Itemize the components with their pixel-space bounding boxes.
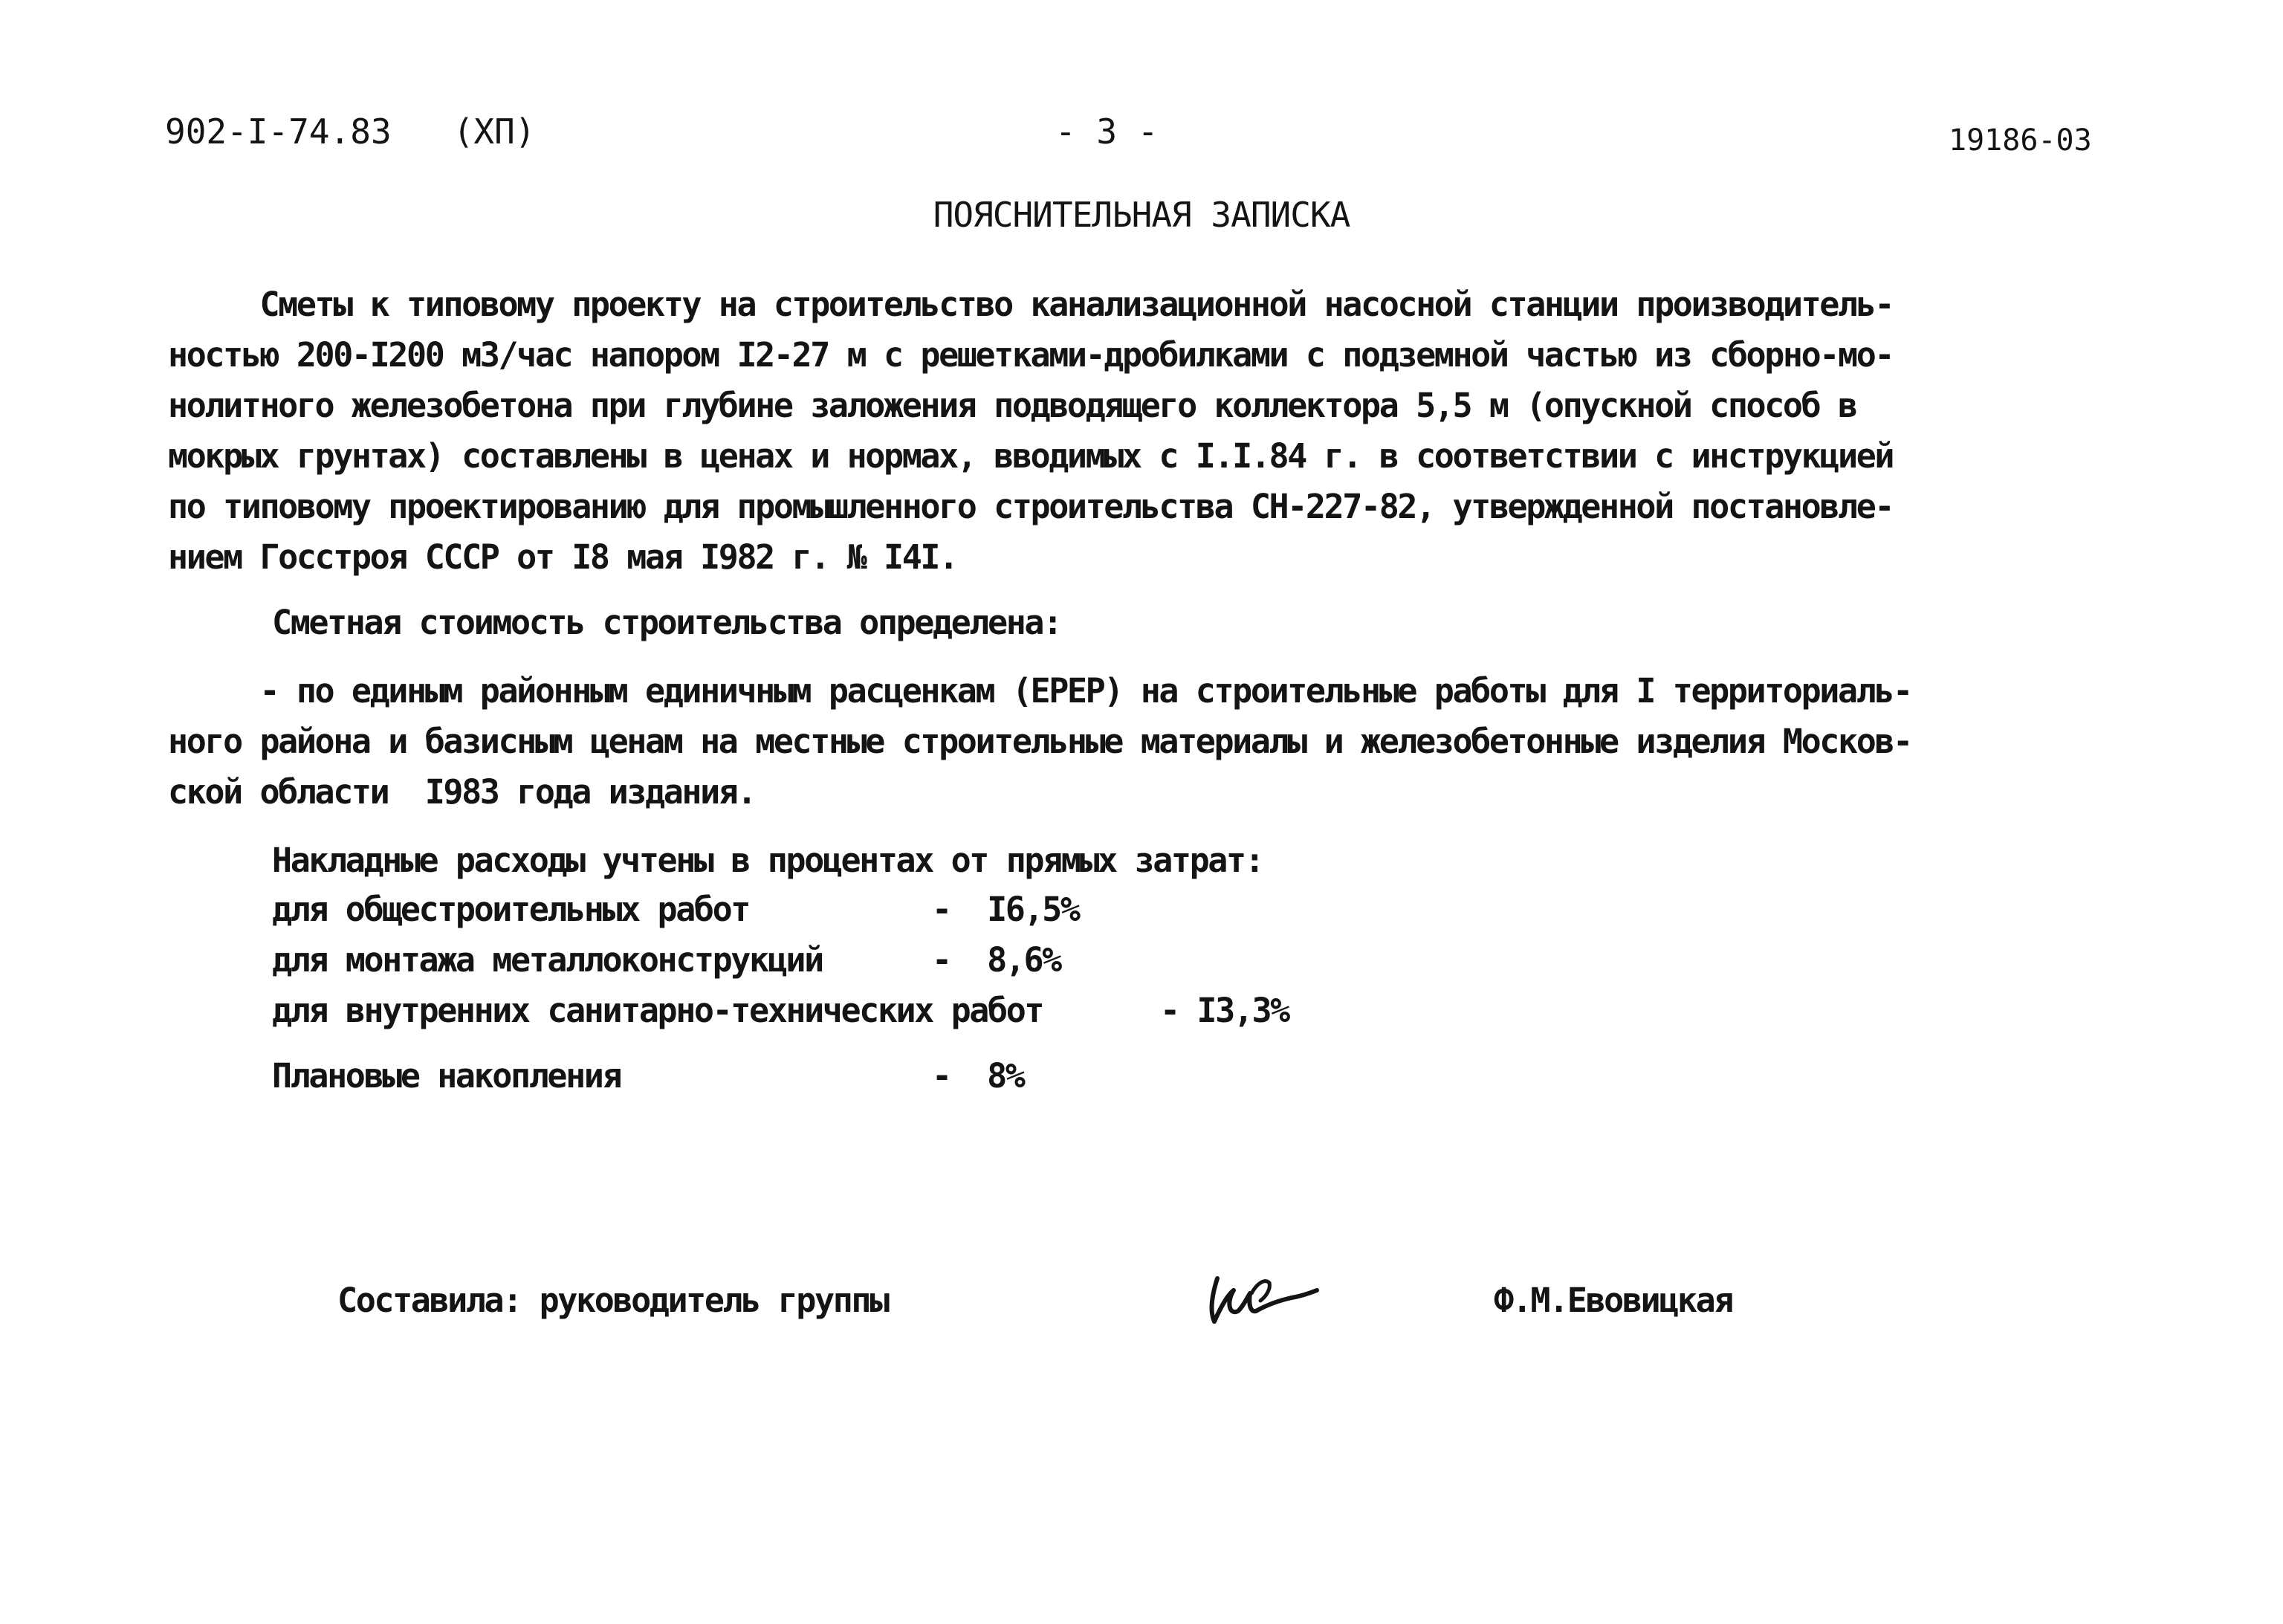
text-line: по типовому проектированию для промышленного строительства СН-227-82, утвержденной постановле- — [168, 487, 1894, 526]
overhead-row-value: - I6,5% — [932, 890, 1079, 929]
text-line: ской области I983 года издания. — [168, 772, 756, 812]
cost-definition-heading: Сметная стоимость строительства определена: — [272, 603, 1061, 642]
overhead-row-value: - 8,6% — [932, 940, 1060, 980]
document-code: 902-I-74.83 (XП) — [165, 111, 536, 152]
signer-name: Ф.М.Евовицкая — [1494, 1281, 1732, 1320]
document-title: ПОЯСНИТЕЛЬНАЯ ЗАПИСКА — [933, 195, 1350, 235]
overhead-heading: Накладные расходы учтены в процентах от прямых затрат: — [272, 841, 1263, 880]
pricing-basis-paragraph — [168, 666, 2174, 822]
text-line: нолитного железобетона при глубине заложения подводящего коллектора 5,5 м (опускной способ в — [168, 386, 1856, 425]
overhead-row-label: для общестроительных работ — [272, 890, 749, 929]
text-line: нием Госстроя СССР от I8 мая I982 г. № I4I. — [168, 537, 957, 577]
overhead-row-label: для монтажа металлоконструкций — [272, 940, 823, 980]
page-number: - 3 - — [1055, 111, 1159, 152]
intro-paragraph — [168, 279, 2174, 592]
overhead-row-label: для внутренних санитарно-технических работ — [272, 991, 1043, 1030]
handwritten-signature — [1204, 1256, 1323, 1330]
text-line: мокрых грунтах) составлены в ценах и нормах, вводимых с I.I.84 г. в соответствии с инструкцией — [168, 436, 1894, 476]
planned-savings-label: Плановые накопления — [272, 1056, 621, 1096]
inventory-number: 19186-03 — [1949, 123, 2092, 158]
planned-savings-value: - 8% — [932, 1056, 1024, 1096]
text-line: ностью 200-I200 м3/час напором I2-27 м с решетками-дробилками с подземной частью из сборно-мо- — [168, 335, 1894, 375]
overhead-section — [272, 835, 1461, 1118]
overhead-row-value: - I3,3% — [1160, 991, 1289, 1030]
text-line: Сметы к типовому проекту на строительство канализационной насосной станции производитель- — [168, 285, 1894, 324]
compiled-by-label: Составила: руководитель группы — [337, 1281, 888, 1320]
text-line: - по единым районным единичным расценкам (ЕРЕР) на строительные работы для I территориаль- — [168, 671, 1911, 711]
text-line: ного района и базисным ценам на местные строительные материалы и железобетонные изделия Москов- — [168, 722, 1911, 761]
